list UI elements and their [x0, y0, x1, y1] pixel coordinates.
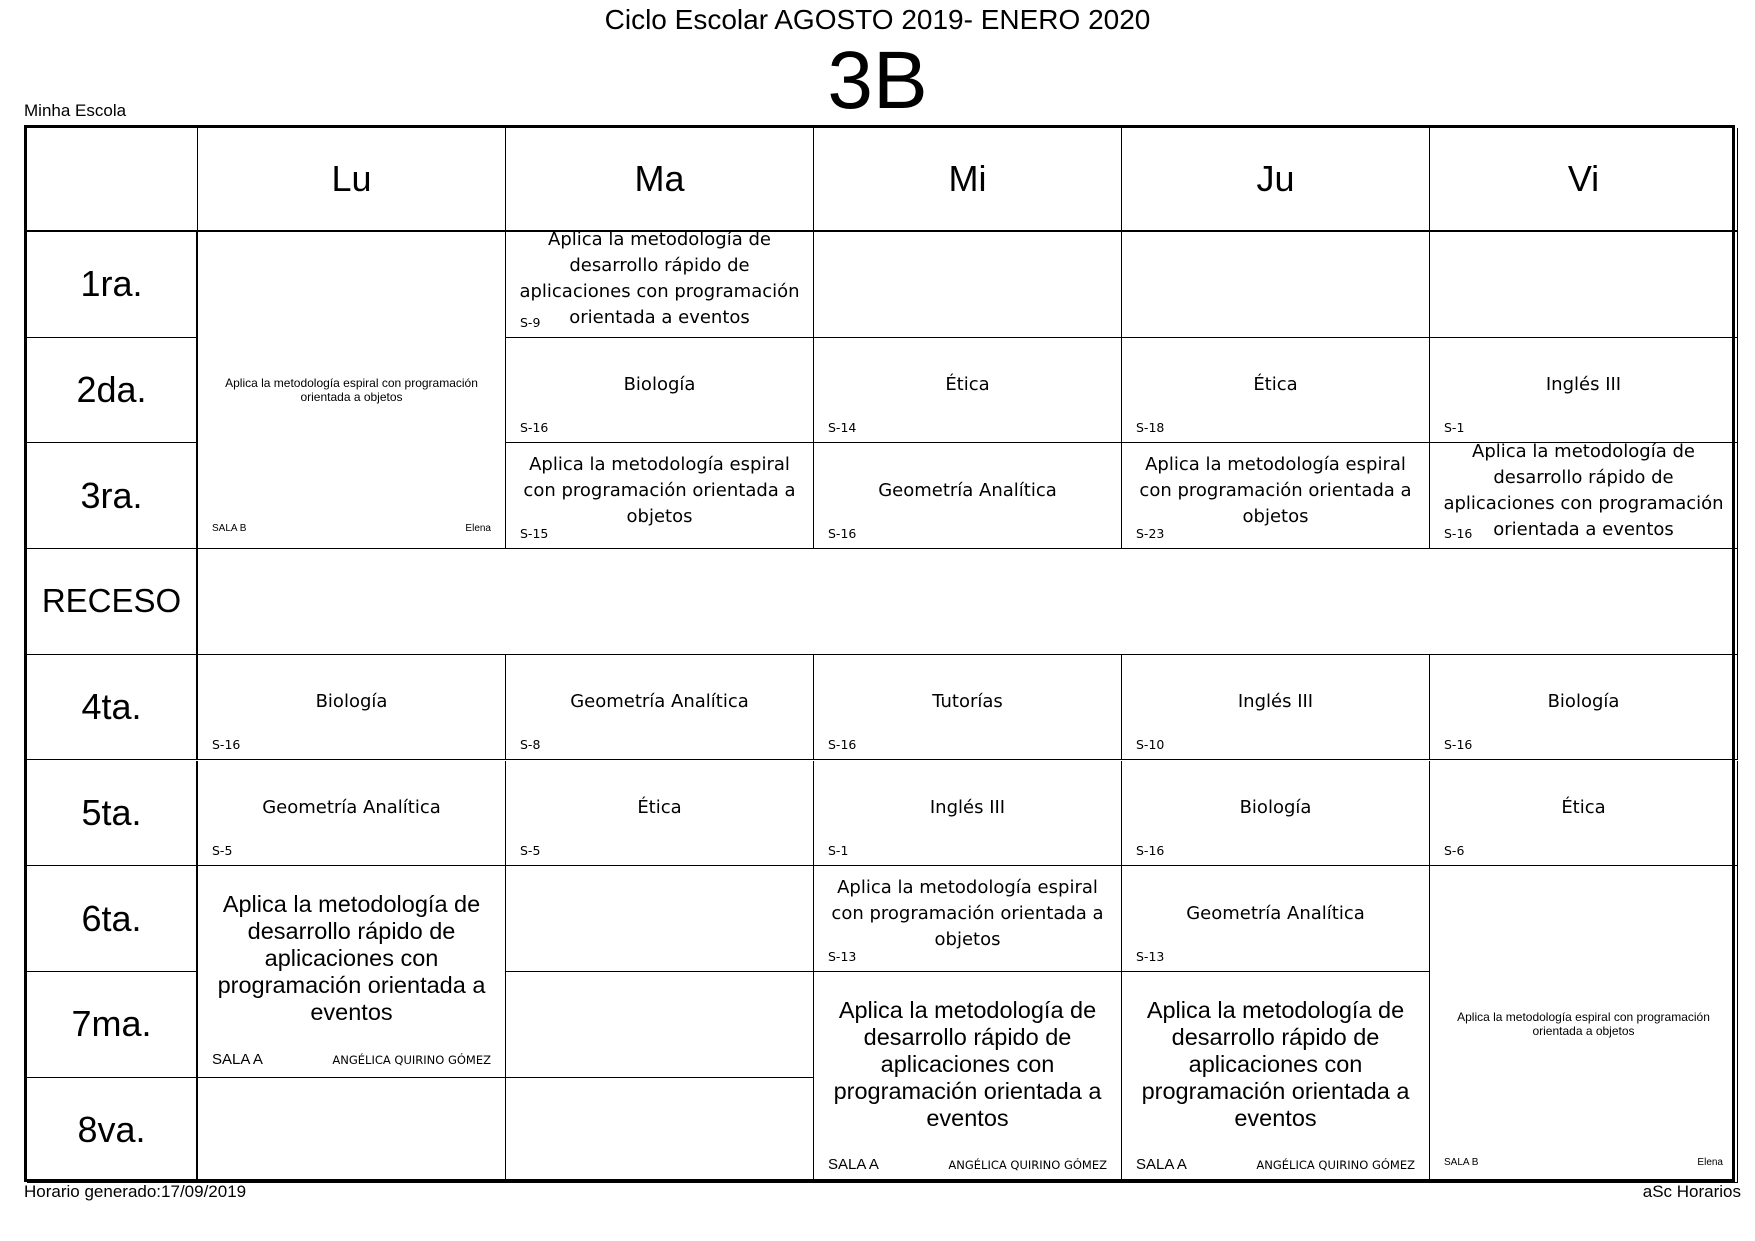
lesson-teacher: ANGÉLICA QUIRINO GÓMEZ [948, 1158, 1107, 1173]
lesson-room: S-5 [520, 843, 541, 859]
corner-cell [27, 128, 198, 232]
period-label [27, 232, 198, 338]
lesson-subject: Aplica la metodología espiral con programación orientada a objetos [225, 376, 478, 405]
period-label [27, 338, 198, 444]
lesson-card[interactable] [1122, 761, 1430, 867]
lesson-room: S-15 [520, 526, 549, 542]
lesson-card[interactable] [1430, 761, 1738, 867]
lesson-subject: Ética [945, 374, 990, 396]
lesson-room: S-16 [828, 526, 857, 542]
lesson-subject: Biología [623, 374, 696, 396]
day-header-label: Mi [948, 158, 987, 199]
generated-date: Horario generado:17/09/2019 [24, 1182, 247, 1201]
period-label-text: 3ra. [80, 474, 143, 516]
lesson-teacher: Elena [1697, 1157, 1723, 1169]
lesson-room: SALA A [212, 1050, 263, 1068]
day-header [506, 128, 814, 232]
period-label-text: 5ta. [81, 791, 142, 833]
lesson-card[interactable] [1430, 655, 1738, 761]
empty-slot [506, 866, 814, 972]
lesson-subject: Inglés III [1545, 374, 1622, 396]
recess-band [198, 549, 1738, 655]
lesson-card[interactable] [1122, 338, 1430, 444]
lesson-room: S-16 [212, 737, 241, 753]
lesson-card[interactable] [198, 761, 506, 867]
period-label-text: 8va. [77, 1108, 146, 1150]
lesson-room: S-23 [1136, 526, 1165, 542]
lesson-room: S-16 [520, 420, 549, 436]
lesson-subject: Biología [1239, 796, 1312, 818]
lesson-card[interactable] [506, 338, 814, 444]
empty-slot [814, 232, 1122, 338]
lesson-card[interactable] [1122, 443, 1430, 549]
empty-slot [506, 1078, 814, 1184]
period-label [27, 866, 198, 972]
lesson-subject: Aplica la metodología espiral con programación orientada a objetos [1457, 1010, 1710, 1039]
lesson-card[interactable] [814, 655, 1122, 761]
lesson-card[interactable] [1122, 655, 1430, 761]
lesson-subject: Inglés III [1237, 691, 1314, 713]
period-label [27, 972, 198, 1078]
period-label [27, 655, 198, 761]
period-label [27, 549, 198, 655]
lesson-room: S-14 [828, 420, 857, 436]
day-header [1430, 128, 1738, 232]
lesson-subject: Aplica la metodología espiral con programación orientada a objetos [1139, 453, 1412, 527]
day-header [1122, 128, 1430, 232]
lesson-room: S-16 [1444, 737, 1473, 753]
lesson-room: SALA A [828, 1156, 879, 1174]
period-label-text: 6ta. [81, 897, 142, 939]
day-header [814, 128, 1122, 232]
lesson-card[interactable] [814, 972, 1122, 1183]
lesson-teacher: ANGÉLICA QUIRINO GÓMEZ [1256, 1158, 1415, 1173]
period-label-text: 7ma. [71, 1003, 152, 1045]
lesson-room: S-6 [1444, 843, 1465, 859]
day-header [198, 128, 506, 232]
lesson-card[interactable] [814, 443, 1122, 549]
lesson-card[interactable] [506, 443, 814, 549]
lesson-room: S-16 [828, 737, 857, 753]
lesson-subject: Geometría Analítica [1186, 902, 1365, 924]
lesson-room: SALA B [1444, 1157, 1479, 1169]
software-brand: aSc Horarios [1642, 1182, 1741, 1201]
lesson-teacher: Elena [465, 523, 491, 535]
lesson-card[interactable] [506, 761, 814, 867]
lesson-card[interactable] [198, 866, 506, 1077]
lesson-subject: Biología [315, 691, 388, 713]
lesson-subject: Ética [1253, 374, 1298, 396]
lesson-subject: Aplica la metodología de desarrollo rápido de aplicaciones con programación orientada a eventos [519, 229, 800, 329]
lesson-card[interactable] [1430, 440, 1738, 549]
lesson-room: S-5 [212, 843, 233, 859]
day-header-label: Ju [1256, 158, 1295, 199]
lesson-room: S-16 [1136, 843, 1165, 859]
lesson-card[interactable] [1430, 338, 1738, 444]
group-title: 3B [827, 35, 928, 126]
lesson-room: S-9 [520, 314, 541, 330]
day-header-label: Vi [1567, 158, 1600, 199]
lesson-subject: Aplica la metodología de desarrollo rápido de aplicaciones con programación orientada a eventos [833, 996, 1102, 1131]
lesson-subject: Aplica la metodología espiral con programación orientada a objetos [523, 453, 796, 527]
lesson-room: S-10 [1136, 737, 1165, 753]
period-label [27, 761, 198, 867]
day-header-label: Lu [331, 158, 372, 199]
lesson-teacher: ANGÉLICA QUIRINO GÓMEZ [332, 1052, 491, 1067]
lesson-subject: Aplica la metodología de desarrollo rápido de aplicaciones con programación orientada a eventos [217, 890, 486, 1025]
lesson-card[interactable] [1122, 866, 1430, 972]
lesson-subject: Aplica la metodología de desarrollo rápido de aplicaciones con programación orientada a eventos [1141, 996, 1410, 1131]
period-label-text: 2da. [76, 369, 147, 411]
lesson-room: S-1 [1444, 420, 1465, 436]
lesson-subject: Ética [637, 796, 682, 818]
lesson-subject: Geometría Analítica [878, 479, 1057, 501]
day-header-label: Ma [634, 158, 685, 199]
lesson-card[interactable] [198, 655, 506, 761]
lesson-card[interactable] [814, 866, 1122, 972]
lesson-subject: Tutorías [932, 691, 1003, 713]
lesson-subject: Ética [1561, 796, 1606, 818]
cycle-title: Ciclo Escolar AGOSTO 2019- ENERO 2020 [604, 4, 1151, 35]
period-label [27, 1078, 198, 1184]
lesson-card[interactable] [506, 655, 814, 761]
school-name: Minha Escola [24, 101, 127, 120]
empty-slot [1430, 232, 1738, 338]
lesson-subject: Geometría Analítica [570, 691, 749, 713]
lesson-room: SALA A [1136, 1156, 1187, 1174]
lesson-room: SALA B [212, 523, 247, 535]
lesson-room: S-1 [828, 843, 849, 859]
period-label [27, 443, 198, 549]
lesson-room: S-13 [828, 948, 857, 964]
period-label-text: RECESO [41, 582, 182, 620]
lesson-subject: Inglés III [929, 796, 1006, 818]
lesson-subject: Geometría Analítica [262, 796, 441, 818]
empty-slot [506, 972, 814, 1078]
lesson-subject: Aplica la metodología espiral con programación orientada a objetos [831, 876, 1104, 950]
lesson-card[interactable] [814, 338, 1122, 444]
lesson-card[interactable] [506, 229, 814, 338]
period-label-text: 4ta. [81, 686, 142, 728]
lesson-card[interactable] [1430, 866, 1738, 1183]
lesson-room: S-13 [1136, 948, 1165, 964]
lesson-room: S-18 [1136, 420, 1165, 436]
lesson-subject: Aplica la metodología de desarrollo rápido de aplicaciones con programación orientada a eventos [1443, 440, 1724, 540]
lesson-card[interactable] [198, 232, 506, 549]
lesson-subject: Biología [1547, 691, 1620, 713]
empty-slot [1122, 232, 1430, 338]
lesson-room: S-16 [1444, 526, 1473, 542]
lesson-room: S-8 [520, 737, 541, 753]
empty-slot [198, 1078, 506, 1184]
period-label-text: 1ra. [80, 263, 143, 305]
lesson-card[interactable] [814, 761, 1122, 867]
lesson-card[interactable] [1122, 972, 1430, 1183]
timetable-grid [24, 125, 1735, 1182]
